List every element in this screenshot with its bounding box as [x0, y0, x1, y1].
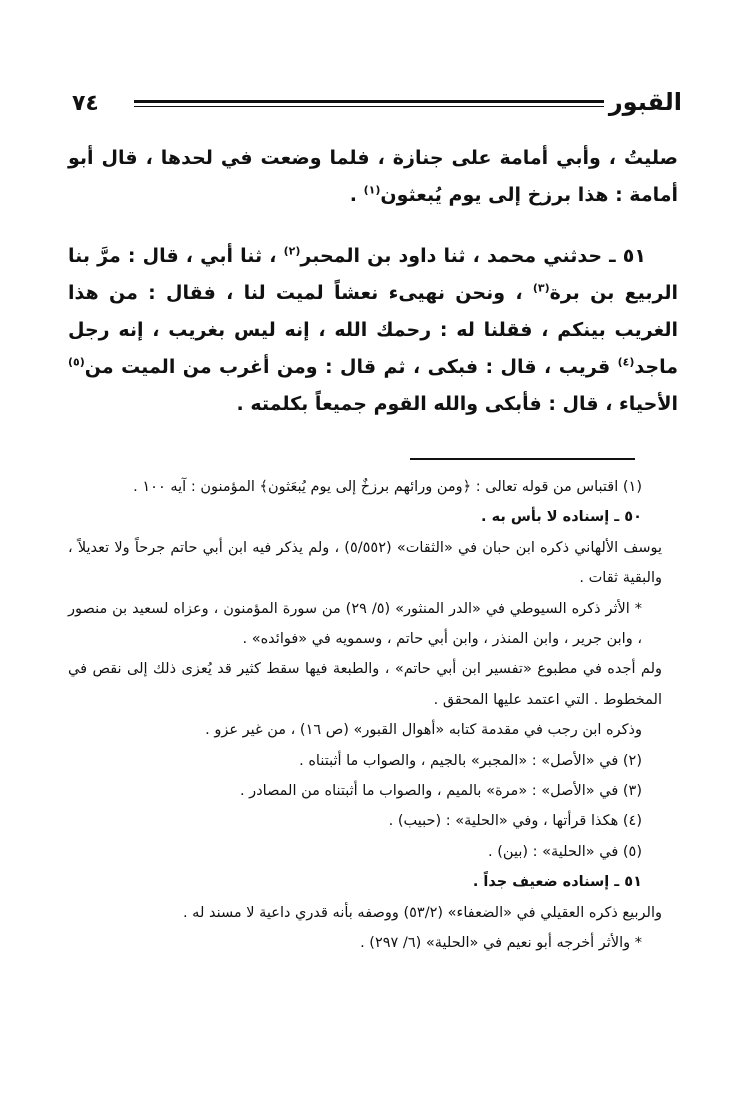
note-isnad-51	[68, 867, 662, 897]
note-text: والربيع ذكره العقيلي في «الضعفاء» (٥٣/٢) ووصفه بأنه قدري داعية لا مسند له .	[182, 904, 662, 921]
footnote-4: (٤) هكذا قرأتها ، وفي «الحلية» : (حبيب) .	[388, 813, 642, 830]
footnotes	[68, 472, 662, 959]
paragraph-51	[68, 238, 678, 423]
note-text: ولم أجده في مطبوع «تفسير ابن أبي حاتم» ، والطبعة فيها سقط كثير قد يُعزى ذلك إلى نقص في المخطوط . التي اعتمد عليها المحقق .	[68, 661, 662, 708]
page-number: ٧٤	[72, 91, 99, 116]
footnote-1: (١) اقتباس من قوله تعالى : ﴿ومن ورائهم برزخٌ إلى يوم يُبعَثون﴾ المؤمنون : آيه ١٠٠ .	[133, 479, 642, 495]
footnote-ref: (٢)	[283, 244, 301, 258]
text-run: صليتُ ، وأبي أمامة على جنازة ، فلما وضعت في لحدها ، قال أبو أمامة : هذا برزخ إلى يوم يُبعثون	[68, 147, 678, 206]
header-rule-thin	[134, 106, 604, 107]
text-run: قريب ، قال : فبكى ، ثم قال : ومن أغرب من الميت من	[84, 356, 618, 378]
note-heading: ٥١ ـ إسناده ضعيف جداً .	[472, 874, 642, 891]
note-heading: ٥٠ ـ إسناده لا بأس به .	[481, 509, 642, 526]
page-header	[72, 90, 682, 118]
header-rule	[134, 100, 604, 108]
book-title: القبور	[608, 88, 682, 116]
footnote-2: (٢) في «الأصل» : «المجبر» بالجيم ، والصواب ما أثبتناه .	[299, 752, 642, 769]
main-text	[68, 140, 678, 423]
footnote-ref: (١)	[363, 183, 381, 197]
note-text: * والأثر أخرجه أبو نعيم في «الحلية» (٦/ ٢٩٧) .	[360, 935, 642, 952]
header-rule-thick	[134, 100, 604, 103]
text-run: .	[349, 184, 364, 206]
text-run: ، ونحن نهيىء نعشاً لميت لنا ، فقال : من هذا الغريب بينكم ، فقلنا له : رحمك الله ، إنه ليس بغريب ، إنه رجل ماجد	[68, 282, 678, 378]
footnote-5: (٥) في «الحلية» : (بين) .	[488, 843, 642, 860]
text-run: الأحياء ، قال : فأبكى والله القوم جميعاً بكلمته .	[236, 393, 678, 415]
paragraph-50-end	[68, 140, 678, 214]
text-run: ، ثنا أبي ، قال : مرَّ بنا الربيع بن برة	[68, 245, 678, 304]
footnote-3: (٣) في «الأصل» : «مرة» بالميم ، والصواب ما أثبتناه من المصادر .	[239, 783, 642, 800]
note-text: وذكره ابن رجب في مقدمة كتابه «أهوال القبور» (ص ١٦) ، من غير عزو .	[205, 722, 642, 739]
footnote-ref: (٤)	[617, 355, 635, 369]
note-text: * الأثر ذكره السيوطي في «الدر المنثور» (٥/ ٢٩) من سورة المؤمنون ، وعزاه لسعيد بن منصور ، وابن جرير ، وابن المنذر ، وابن أبي حاتم ، وسمويه في «فوائده» .	[68, 600, 643, 648]
note-isnad-50	[68, 502, 662, 532]
footnote-separator	[410, 458, 635, 460]
footnote-ref: (٥)	[68, 355, 85, 369]
text-run: ٥١ ـ حدثني محمد ، ثنا داود بن المحبر	[300, 245, 646, 267]
footnote-ref: (٣)	[532, 281, 550, 295]
note-text: يوسف الألهاني ذكره ابن حبان في «الثقات» (٥/٥٥٢) ، ولم يذكر فيه ابن أبي حاتم جرحاً ولا تعديلاً ، والبقية ثقات .	[68, 539, 663, 587]
